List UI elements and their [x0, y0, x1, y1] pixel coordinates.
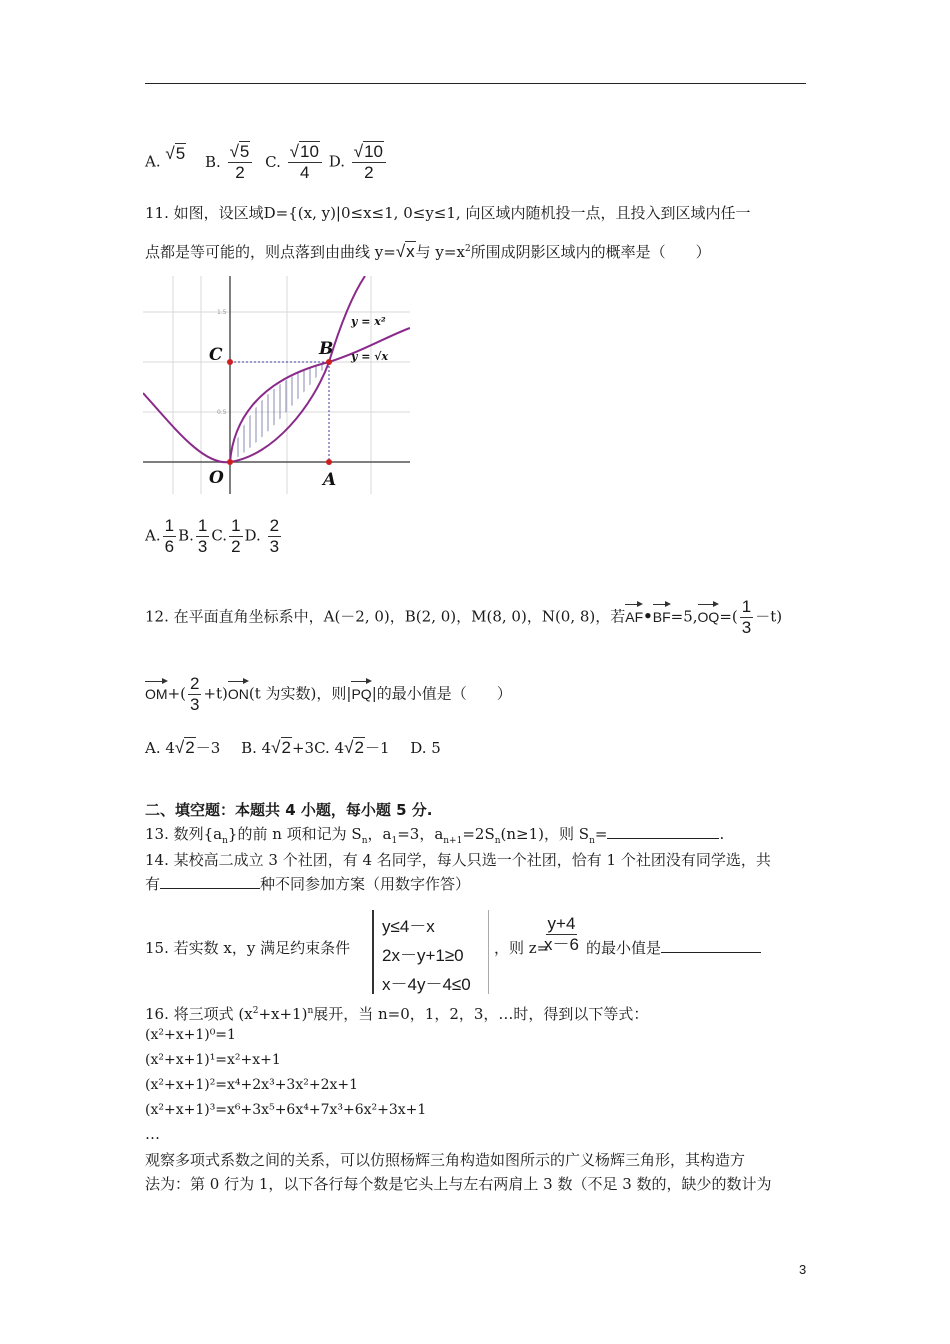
constraint-3: x－4y－4≤0 [382, 975, 471, 994]
q16-para1: 观察多项式系数之间的关系，可以仿照杨辉三角构造如图所示的广义杨辉三角形，其构造方 [145, 1151, 746, 1169]
q13: 13. 数列$\{a_n\}$的前 n 项和记为 $S_n$，$a_1=3$，$a_{n+1}=2S_n(n\ge 1)$，则 $S_n=$ . [145, 825, 725, 846]
header-rule [145, 83, 806, 84]
point-b [326, 359, 332, 365]
section-2-title: 二、填空题：本题共 4 小题，每小题 5 分. [145, 801, 433, 819]
q15-constraint-system [372, 910, 489, 994]
tick-1-5: 1.5 [217, 309, 227, 316]
q12-line2: OM+( $\frac{2}{3}$ +t)ON(t 为实数)，则|PQ|的最小值是（ ） [145, 674, 512, 714]
q12-line1: 12. 在平面直角坐标系中，A(－2, 0)，B(2, 0)，M(8, 0)，N(0, 8)，若AF•BF=5,OQ=( $\frac{1}{3}$ －t) [145, 597, 783, 637]
q15-prefix: 15. 若实数 x，y 满足约束条件 [145, 939, 351, 957]
label-o: O [209, 468, 224, 488]
q12-options: A. 4√2－3 B. 4√2+3C. 4√2－1 D. 5 [145, 738, 441, 757]
label-a: A [323, 470, 337, 490]
q14-answer-blank [160, 874, 260, 889]
q16-eq2: (x²+x+1)²=x⁴+2x³+3x²+2x+1 [145, 1077, 359, 1093]
q11-line1: 11. 如图，设区域D={(x, y)|0≤x≤1, 0≤y≤1, 向区域内随机投一点，且投入到区域内任一 [145, 204, 751, 222]
point-o [227, 459, 233, 465]
q16-eq0: (x²+x+1)⁰=1 [145, 1027, 236, 1043]
point-a [326, 459, 332, 465]
q16-ellipsis: … [145, 1125, 160, 1143]
q16-intro: 16. 将三项式 $(x^2+x+1)^n$展开，当 n=0，1，2，3，…时，得到以下等式： [145, 1005, 649, 1023]
label-b: B [319, 339, 334, 359]
q15-answer-blank [661, 938, 761, 953]
q11-figure [143, 276, 410, 494]
q13-answer-blank [607, 824, 719, 839]
q11-options: A. $\frac{1}{6}$ B. $\frac{1}{3}$ C. $\frac{1}{2}$ D. $\frac{2}{3}$ [145, 516, 280, 556]
q16-para2: 法为：第 0 行为 1，以下各行每个数是它头上与左右两肩上 3 数（不足 3 数的，缺少的数计为 [145, 1175, 772, 1193]
page-number: 3 [799, 1262, 807, 1277]
label-curve-x2: y = x² [351, 315, 386, 328]
q15-objective: ，则 z= [494, 939, 550, 957]
q11-line2: 点都是等可能的，则点落到由曲线 y=√x与 $y=x^2$所围成阴影区域内的概率是（ ） [145, 242, 711, 261]
q16-eq1: (x²+x+1)¹=x²+x+1 [145, 1052, 281, 1068]
q16-eq3: (x²+x+1)³=x⁶+3x⁵+6x⁴+7x³+6x²+3x+1 [145, 1102, 427, 1118]
q14-line1: 14. 某校高二成立 3 个社团，有 4 名同学，每人只选一个社团，恰有 1 个社团没有同学选，共 [145, 851, 771, 869]
q15-fraction: $\frac{y+4}{x-6}$ [544, 914, 579, 954]
label-c: C [209, 345, 223, 365]
point-c [227, 359, 233, 365]
q15-suffix: 的最小值是 [586, 938, 761, 958]
label-curve-sqrtx: y = √x [351, 350, 389, 363]
q14-line2: 有 种不同参加方案（用数字作答） [145, 875, 471, 893]
constraint-1: y≤4－x [382, 917, 435, 936]
tick-0-5: 0.5 [217, 409, 227, 416]
constraint-2: 2x－y+1≥0 [382, 946, 464, 965]
q10-options: A. √5 B. $\frac{√5}{2}$ C. $\frac{√10}{4}$ D. $\frac{√10}{2}$ [145, 142, 388, 183]
